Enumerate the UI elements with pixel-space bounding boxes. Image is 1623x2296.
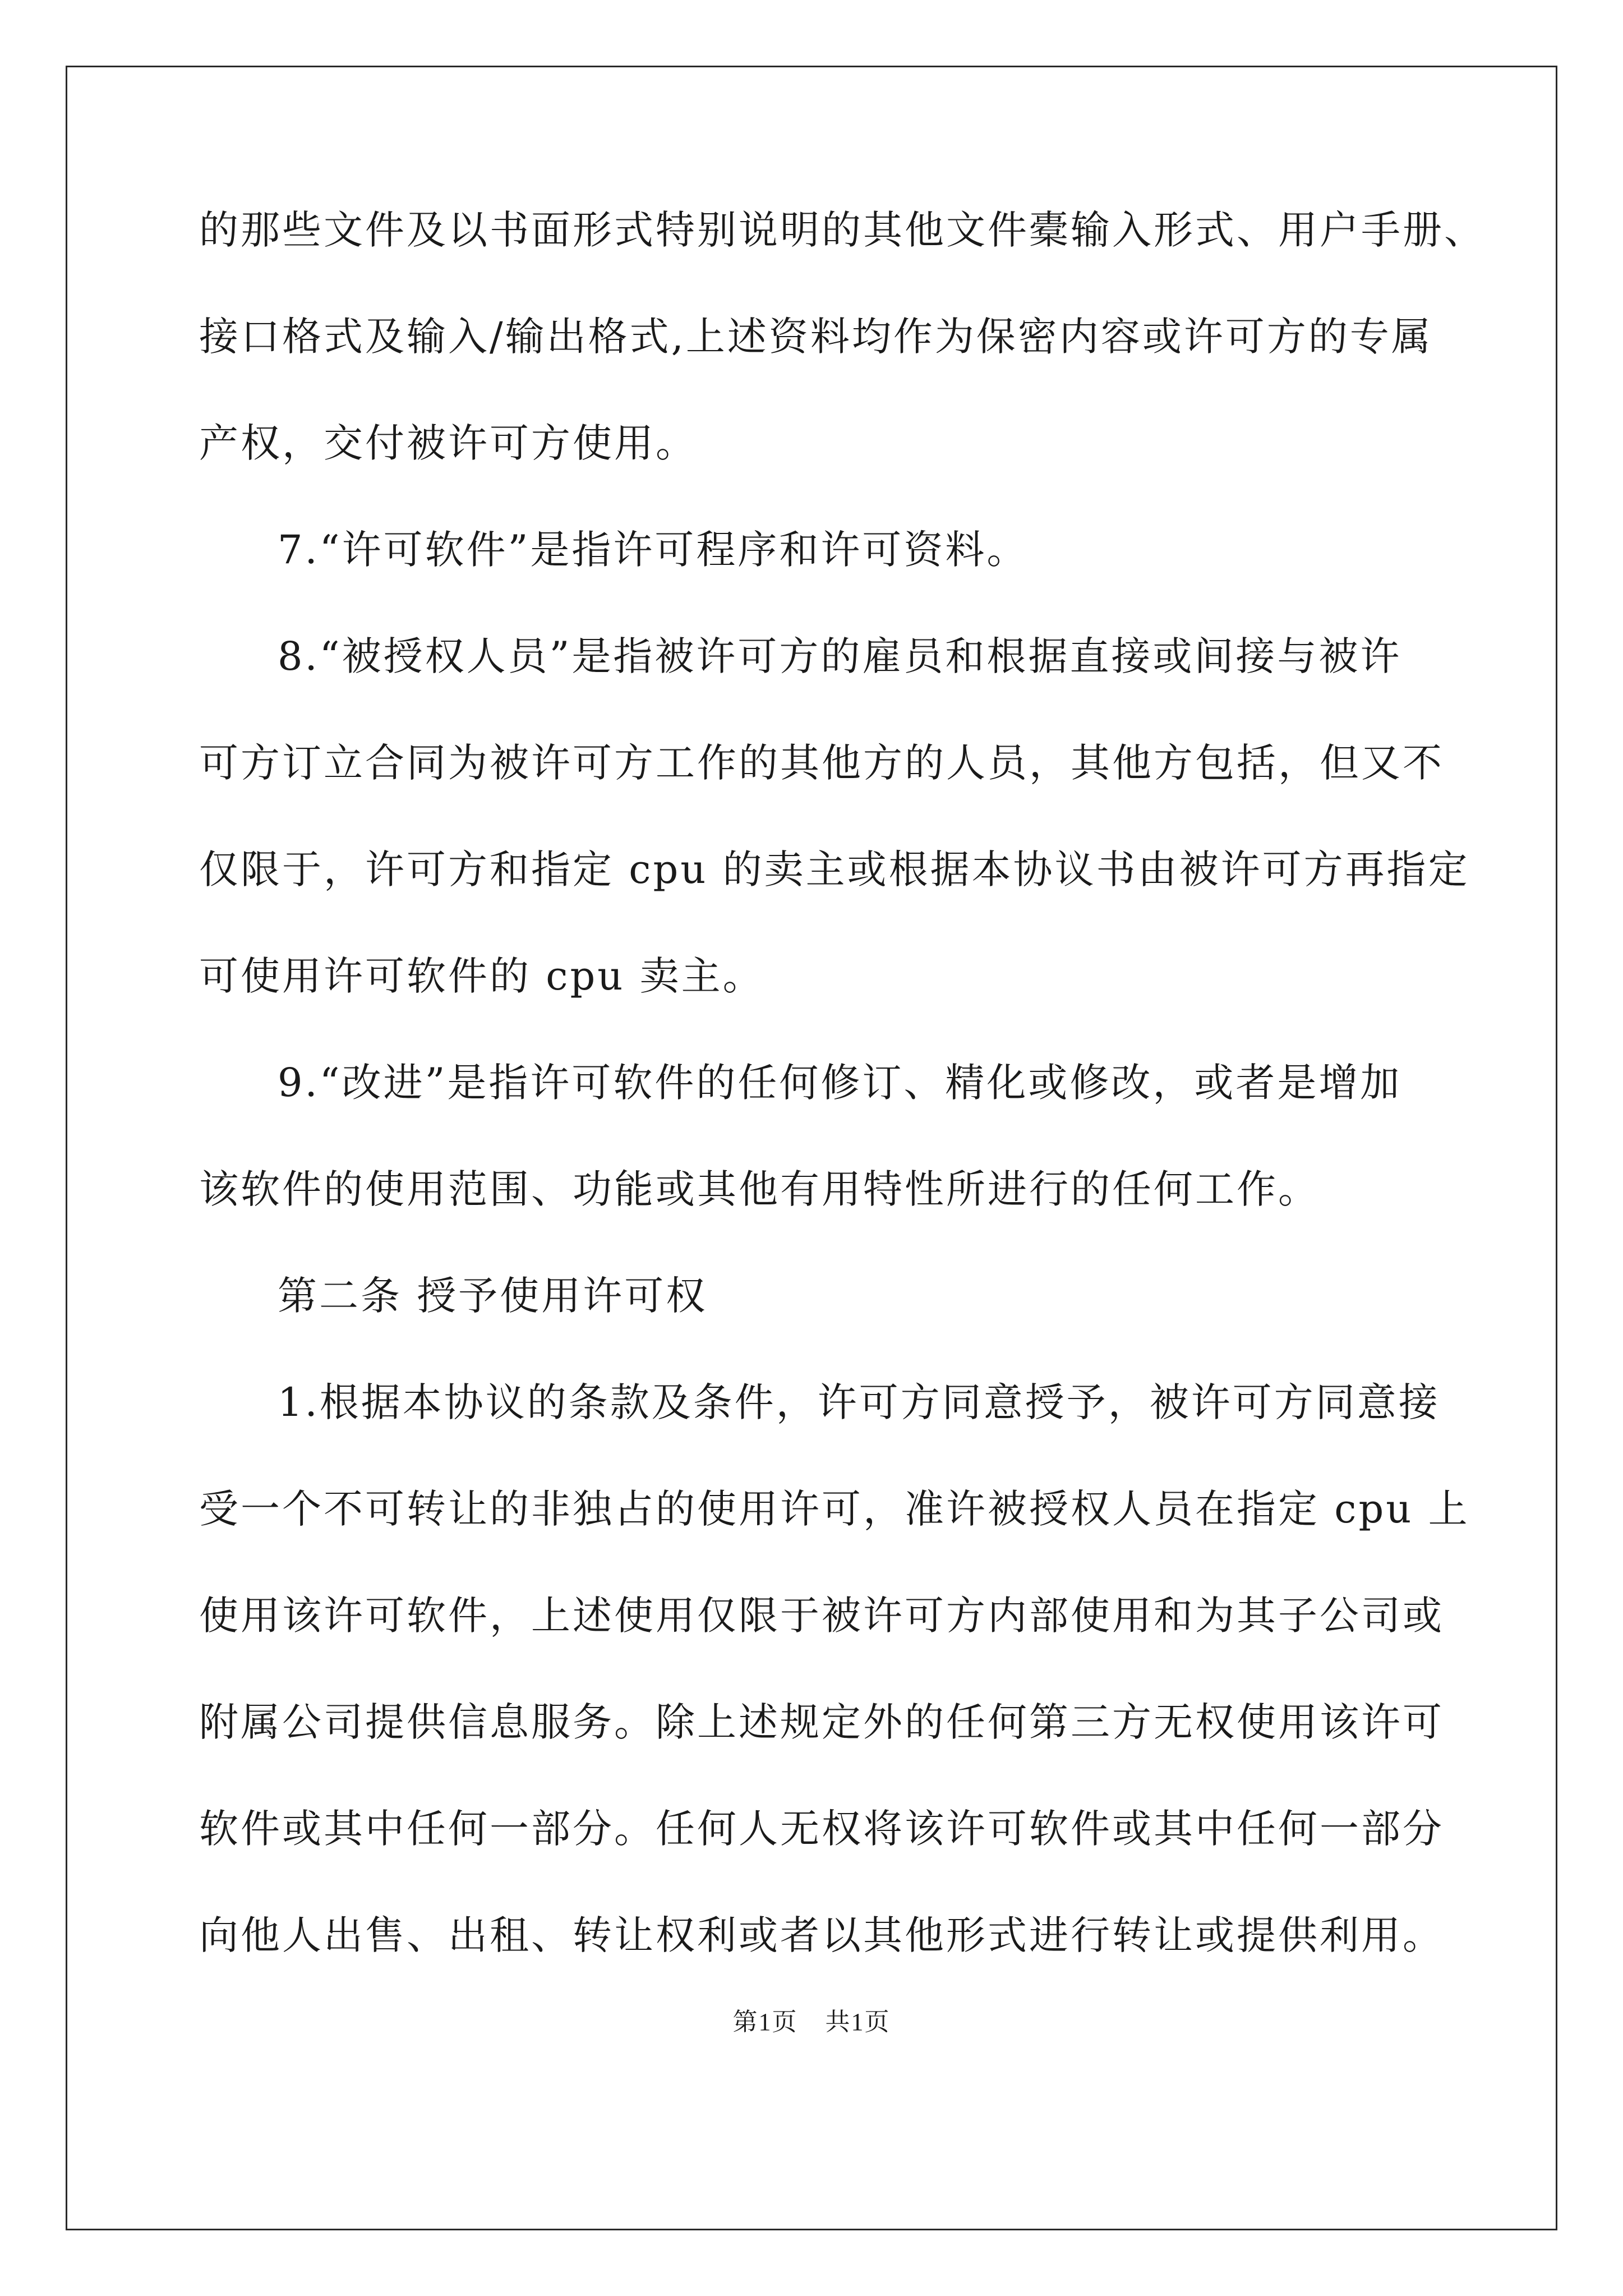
text-line: 可使用许可软件的 cpu 卖主。 — [199, 953, 764, 999]
page-footer — [0, 2005, 1623, 2039]
text-line: 该软件的使用范围、功能或其他有用特性所进行的任何工作。 — [199, 1166, 1320, 1212]
text-line: 1.根据本协议的条款及条件，许可方同意授予，被许可方同意接 — [278, 1379, 1440, 1425]
text-line: 的那些文件及以书面形式特别说明的其他文件橐输入形式、用户手册、 — [199, 207, 1486, 253]
text-line: 产权，交付被许可方使用。 — [199, 420, 697, 466]
text-line: 8.“被授权人员”是指被许可方的雇员和根据直接或间接与被许 — [278, 633, 1402, 679]
text-line: 7.“许可软件”是指许可程序和许可资料。 — [278, 527, 1029, 573]
page-border — [66, 66, 1557, 2230]
text-line: 9.“改进”是指许可软件的任何修订、精化或修改，或者是增加 — [278, 1060, 1402, 1106]
text-line: 使用该许可软件，上述使用仅限于被许可方内部使用和为其子公司或 — [199, 1593, 1444, 1639]
text-line: 仅限于，许可方和指定 cpu 的卖主或根据本协议书由被许可方再指定 — [199, 846, 1470, 892]
text-line: 可方订立合同为被许可方工作的其他方的人员，其他方包括，但又不 — [199, 740, 1444, 786]
page-total: 共1页 — [825, 2008, 891, 2036]
text-line: 软件或其中任何一部分。任何人无权将该许可软件或其中任何一部分 — [199, 1806, 1444, 1852]
text-line: 附属公司提供信息服务。除上述规定外的任何第三方无权使用该许可 — [199, 1699, 1444, 1745]
section-heading: 第二条 授予使用许可权 — [278, 1273, 708, 1319]
text-line: 接口格式及输入/输出格式,上述资料均作为保密内容或许可方的专属 — [199, 314, 1433, 360]
page-number: 第1页 — [732, 2008, 798, 2036]
text-line: 受一个不可转让的非独占的使用许可，准许被授权人员在指定 cpu 上 — [199, 1486, 1470, 1532]
text-line: 向他人出售、出租、转让权利或者以其他形式进行转让或提供利用。 — [199, 1912, 1444, 1958]
